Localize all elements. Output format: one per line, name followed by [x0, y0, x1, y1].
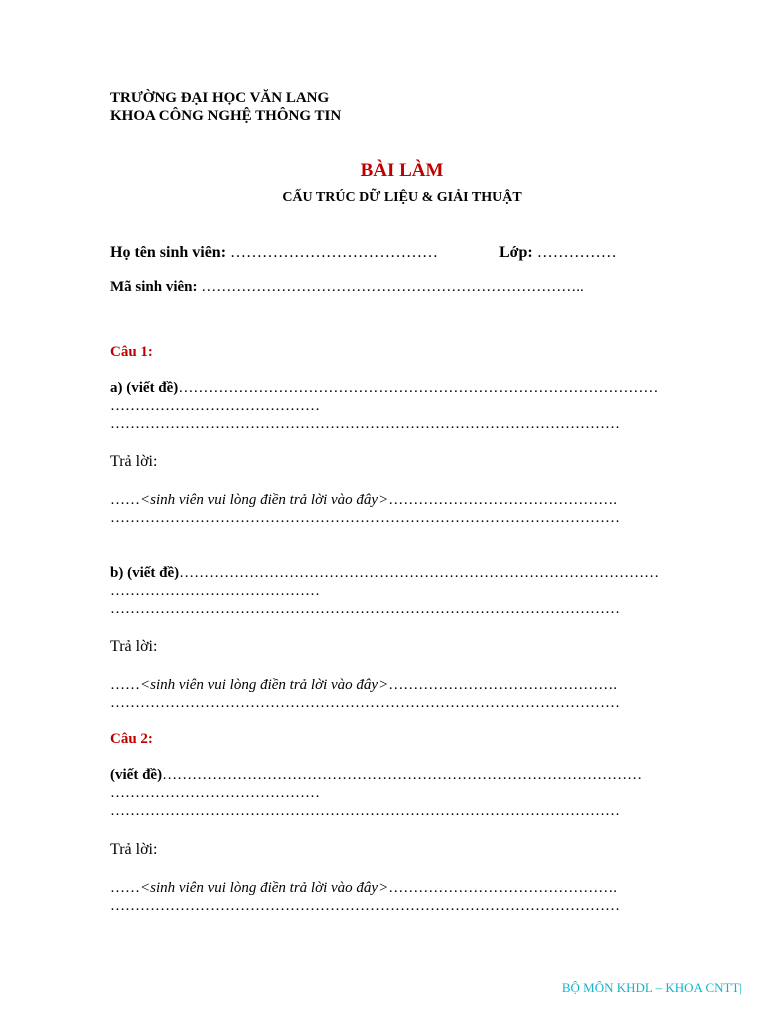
q1b-answer-placeholder[interactable]: <sinh viên vui lòng điền trả lời vào đây> [140, 677, 389, 693]
q2-answer-prefix: …… [110, 880, 140, 896]
q1a-dots-2: …………………………………… [110, 398, 320, 414]
footer-department: BỘ MÔN KHDL – KHOA CNTT| [561, 980, 742, 995]
page-title: BÀI LÀM [360, 160, 444, 181]
student-name-dots: ………………………………… [230, 244, 439, 261]
q1a-dots-1: …………………………………………………………………………………… [178, 380, 659, 396]
question-1-heading: Câu 1: [110, 344, 153, 360]
q1b-answer-dots: ………………………………………………………………………………………… [110, 695, 620, 711]
q1a-answer-suffix: ………………………………………. [388, 492, 617, 508]
q1b-dots-2: …………………………………… [110, 583, 320, 599]
question-2-heading: Câu 2: [110, 731, 153, 747]
class-dots: …………… [536, 244, 617, 261]
q2-label: (viết đề) [110, 767, 163, 783]
q1b-answer-row[interactable] [110, 677, 617, 694]
q1b-dots-3: ………………………………………………………………………………………… [110, 601, 620, 617]
student-name-row [110, 244, 438, 262]
faculty-name: KHOA CÔNG NGHỆ THÔNG TIN [110, 108, 342, 124]
q1a-label: a) (viết đề) [110, 380, 179, 396]
q1b-label: b) (viết đề) [110, 565, 180, 581]
q2-answer-row[interactable] [110, 880, 617, 897]
q1b-answer-suffix: ………………………………………. [388, 677, 617, 693]
q2-answer-placeholder[interactable]: <sinh viên vui lòng điền trả lời vào đây> [140, 880, 389, 896]
q2-dots-2: …………………………………… [110, 785, 320, 801]
q2-answer-label: Trả lời: [110, 841, 158, 858]
student-name-label: Họ tên sinh viên: [110, 244, 227, 261]
q1a-answer-row[interactable] [110, 492, 617, 509]
subject-title: CẤU TRÚC DỮ LIỆU & GIẢI THUẬT [282, 190, 522, 205]
q1b-answer-prefix: …… [110, 677, 140, 693]
q1a-answer-label: Trả lời: [110, 453, 158, 470]
q1a-answer-placeholder[interactable]: <sinh viên vui lòng điền trả lời vào đây> [140, 492, 389, 508]
q1a-dots-3: ………………………………………………………………………………………… [110, 416, 620, 432]
q2-dots-3: ………………………………………………………………………………………… [110, 803, 620, 819]
q2-dots-1: …………………………………………………………………………………… [162, 767, 643, 783]
q2-prompt-row [110, 767, 642, 784]
student-id-label: Mã sinh viên: [110, 279, 198, 295]
q1b-answer-label: Trả lời: [110, 638, 158, 655]
q1b-dots-1: …………………………………………………………………………………… [179, 565, 660, 581]
class-row [499, 244, 617, 262]
class-label: Lớp: [499, 244, 533, 261]
q1a-answer-dots: ………………………………………………………………………………………… [110, 510, 620, 526]
q2-answer-dots: ………………………………………………………………………………………… [110, 898, 620, 914]
q1a-answer-prefix: …… [110, 492, 140, 508]
university-name: TRƯỜNG ĐẠI HỌC VĂN LANG [110, 90, 330, 106]
q1b-prompt-row [110, 565, 659, 582]
student-id-row [110, 279, 584, 296]
student-id-dots: ………………………………………………………………….. [201, 279, 584, 295]
q1a-prompt-row [110, 380, 658, 397]
q2-answer-suffix: ………………………………………. [388, 880, 617, 896]
